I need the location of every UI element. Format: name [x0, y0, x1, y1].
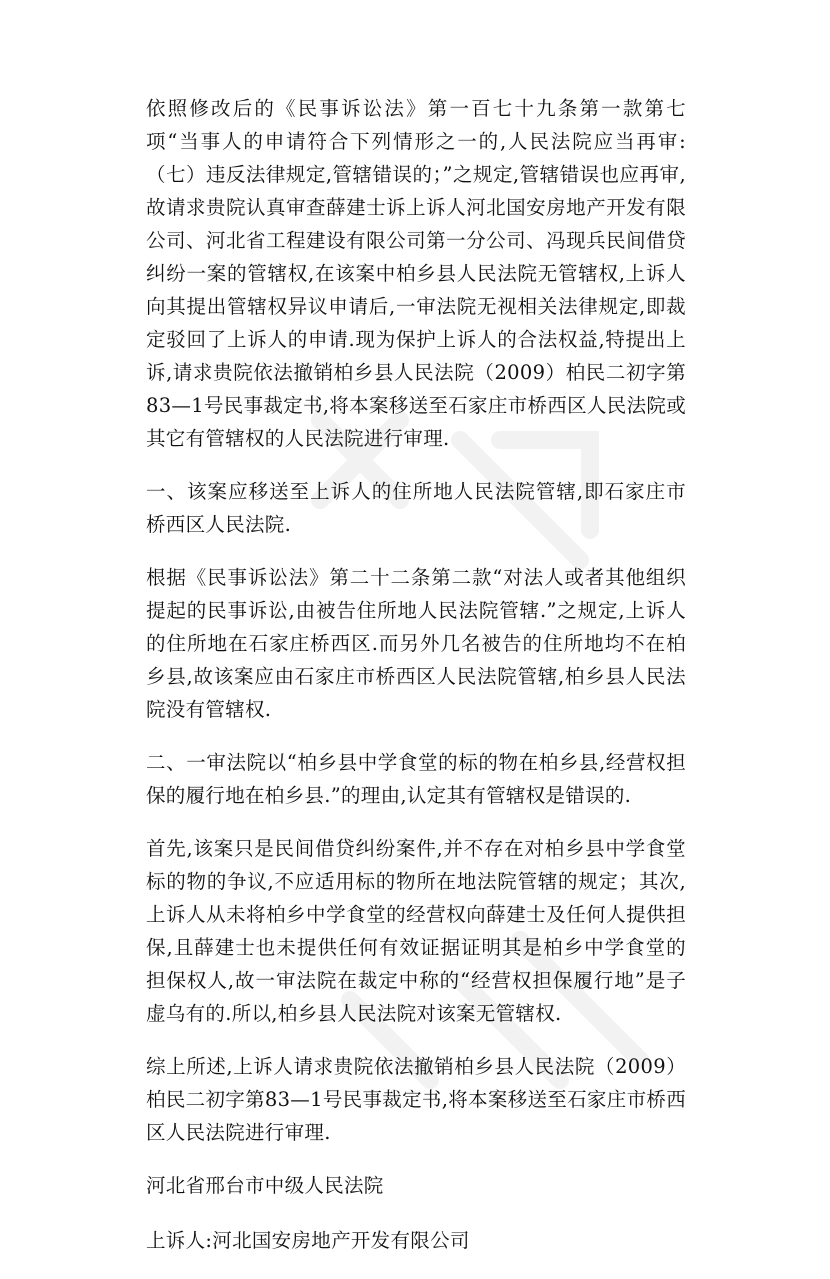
document-body [146, 92, 686, 1279]
paragraph-conclusion: 综上所述,上诉人请求贵院依法撤销柏乡县人民法院（2009）柏民二初字第83—1号民事裁定书,将本案移送至石家庄市桥西区人民法院进行审理. [146, 1055, 686, 1144]
paragraph-reasoning: 首先,该案只是民间借贷纠纷案件,并不存在对柏乡县中学食堂标的物的争议,不应适用标的物所在地法院管辖的规定；其次,上诉人从未将柏乡中学食堂的经营权向薛建士及任何人提供担保,且薛建士也未提供任何有效证据证明其是柏乡中学食堂的担保权人,故一审法院在裁定中称的“经营权担保履行地”是子虚乌有的.所以,柏乡县人民法院对该案无管辖权. [146, 837, 686, 1025]
paragraph-legal-basis: 根据《民事诉讼法》第二十二条第二款“对法人或者其他组织提起的民事诉讼,由被告住所地人民法院管辖.”之规定,上诉人的住所地在石家庄桥西区.而另外几名被告的住所地均不在柏乡县,故该案应由石家庄市桥西区人民法院管辖,柏乡县人民法院没有管辖权. [146, 566, 686, 721]
paragraph-intro: 依照修改后的《民事诉讼法》第一百七十九条第一款第七项“当事人的申请符合下列情形之一的,人民法院应当再审:（七）违反法律规定,管辖错误的；”之规定,管辖错误也应再审,故请求贵院认真审查薛建士诉上诉人河北国安房地产开发有限公司、河北省工程建设有限公司第一分公司、冯现兵民间借贷纠纷一案的管辖权,在该案中柏乡县人民法院无管辖权,上诉人向其提出管辖权异议申请后,一审法院无视相关法律规定,即裁定驳回了上诉人的申请.现为保护上诉人的合法权益,特提出上诉,请求贵院依法撤销柏乡县人民法院（2009）柏民二初字第83—1号民事裁定书,将本案移送至石家庄市桥西区人民法院或其它有管辖权的人民法院进行审理. [146, 97, 686, 450]
appellant-signature: 上诉人:河北国安房地产开发有限公司 [146, 1229, 470, 1252]
paragraph-point-two: 二、一审法院以“柏乡县中学食堂的标的物在柏乡县,经营权担保的履行地在柏乡县.”的理由,认定其有管辖权是错误的. [146, 751, 686, 807]
paragraph-point-one: 一、该案应移送至上诉人的住所地人民法院管辖,即石家庄市桥西区人民法院. [146, 480, 686, 536]
court-name: 河北省邢台市中级人民法院 [146, 1174, 384, 1197]
